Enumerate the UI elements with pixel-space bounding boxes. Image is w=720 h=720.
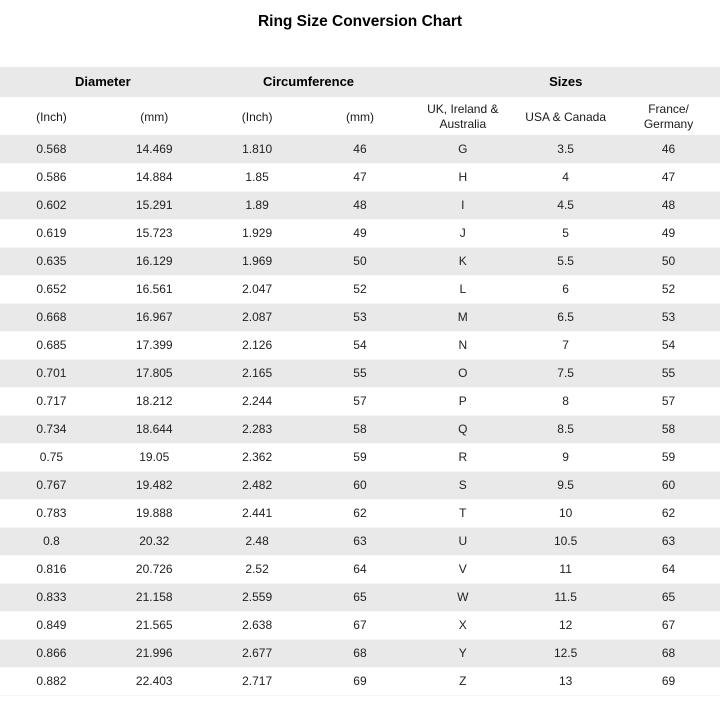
column-header-circumference-mm: (mm) xyxy=(309,98,412,135)
cell-size-france-germany: 53 xyxy=(617,303,720,331)
cell-circumference-mm: 50 xyxy=(309,247,412,275)
cell-size-france-germany: 52 xyxy=(617,275,720,303)
table-row xyxy=(0,667,720,695)
table-row xyxy=(0,555,720,583)
column-header-circumference-inch: (Inch) xyxy=(206,98,309,135)
cell-diameter-mm: 16.967 xyxy=(103,303,206,331)
cell-diameter-inch: 0.783 xyxy=(0,499,103,527)
cell-size-usa-canada: 11.5 xyxy=(514,583,617,611)
cell-diameter-inch: 0.668 xyxy=(0,303,103,331)
cell-circumference-inch: 1.969 xyxy=(206,247,309,275)
cell-size-usa-canada: 3.5 xyxy=(514,135,617,163)
column-header-size-france-germany: France/ Germany xyxy=(617,98,720,135)
cell-diameter-inch: 0.586 xyxy=(0,163,103,191)
cell-circumference-mm: 49 xyxy=(309,219,412,247)
cell-circumference-mm: 69 xyxy=(309,667,412,695)
cell-size-france-germany: 49 xyxy=(617,219,720,247)
cell-circumference-mm: 55 xyxy=(309,359,412,387)
column-header-size-uk-ireland-australia: UK, Ireland & Australia xyxy=(411,98,514,135)
cell-circumference-mm: 58 xyxy=(309,415,412,443)
cell-size-france-germany: 54 xyxy=(617,331,720,359)
cell-diameter-mm: 21.996 xyxy=(103,639,206,667)
cell-size-usa-canada: 9.5 xyxy=(514,471,617,499)
cell-circumference-mm: 68 xyxy=(309,639,412,667)
cell-diameter-inch: 0.849 xyxy=(0,611,103,639)
cell-size-france-germany: 63 xyxy=(617,527,720,555)
table-row xyxy=(0,639,720,667)
cell-size-france-germany: 50 xyxy=(617,247,720,275)
cell-size-uk-ireland-australia: U xyxy=(411,527,514,555)
cell-diameter-inch: 0.701 xyxy=(0,359,103,387)
cell-diameter-mm: 22.403 xyxy=(103,667,206,695)
column-header-size-usa-canada: USA & Canada xyxy=(514,98,617,135)
cell-diameter-mm: 18.644 xyxy=(103,415,206,443)
cell-size-uk-ireland-australia: K xyxy=(411,247,514,275)
cell-circumference-inch: 1.85 xyxy=(206,163,309,191)
cell-circumference-mm: 64 xyxy=(309,555,412,583)
cell-circumference-mm: 57 xyxy=(309,387,412,415)
cell-size-france-germany: 57 xyxy=(617,387,720,415)
cell-diameter-mm: 14.469 xyxy=(103,135,206,163)
cell-circumference-mm: 52 xyxy=(309,275,412,303)
cell-diameter-inch: 0.833 xyxy=(0,583,103,611)
cell-circumference-inch: 2.283 xyxy=(206,415,309,443)
cell-circumference-mm: 46 xyxy=(309,135,412,163)
ring-size-table xyxy=(0,67,720,696)
cell-diameter-inch: 0.602 xyxy=(0,191,103,219)
cell-size-usa-canada: 10.5 xyxy=(514,527,617,555)
cell-circumference-inch: 2.362 xyxy=(206,443,309,471)
cell-diameter-mm: 20.32 xyxy=(103,527,206,555)
page-title: Ring Size Conversion Chart xyxy=(257,13,463,30)
table-row xyxy=(0,331,720,359)
cell-circumference-inch: 2.441 xyxy=(206,499,309,527)
cell-size-uk-ireland-australia: J xyxy=(411,219,514,247)
cell-size-france-germany: 59 xyxy=(617,443,720,471)
cell-size-uk-ireland-australia: Q xyxy=(411,415,514,443)
table-body xyxy=(0,135,720,695)
cell-diameter-mm: 19.888 xyxy=(103,499,206,527)
cell-size-france-germany: 60 xyxy=(617,471,720,499)
cell-circumference-inch: 1.929 xyxy=(206,219,309,247)
cell-circumference-inch: 2.638 xyxy=(206,611,309,639)
cell-diameter-inch: 0.717 xyxy=(0,387,103,415)
cell-diameter-inch: 0.568 xyxy=(0,135,103,163)
cell-size-france-germany: 68 xyxy=(617,639,720,667)
cell-size-uk-ireland-australia: V xyxy=(411,555,514,583)
table-row xyxy=(0,527,720,555)
cell-circumference-inch: 2.48 xyxy=(206,527,309,555)
table-row xyxy=(0,191,720,219)
table-row xyxy=(0,303,720,331)
cell-circumference-mm: 47 xyxy=(309,163,412,191)
cell-size-usa-canada: 8 xyxy=(514,387,617,415)
cell-size-uk-ireland-australia: T xyxy=(411,499,514,527)
cell-diameter-inch: 0.619 xyxy=(0,219,103,247)
cell-size-uk-ireland-australia: P xyxy=(411,387,514,415)
table-row xyxy=(0,415,720,443)
group-header-sizes: Sizes xyxy=(411,67,720,98)
table-head xyxy=(0,67,720,135)
table-row xyxy=(0,387,720,415)
column-header-diameter-mm: (mm) xyxy=(103,98,206,135)
cell-diameter-inch: 0.685 xyxy=(0,331,103,359)
cell-size-uk-ireland-australia: L xyxy=(411,275,514,303)
cell-size-usa-canada: 9 xyxy=(514,443,617,471)
cell-circumference-mm: 67 xyxy=(309,611,412,639)
cell-size-france-germany: 48 xyxy=(617,191,720,219)
cell-circumference-inch: 2.52 xyxy=(206,555,309,583)
cell-size-usa-canada: 6.5 xyxy=(514,303,617,331)
cell-circumference-inch: 2.244 xyxy=(206,387,309,415)
table-row xyxy=(0,135,720,163)
cell-diameter-inch: 0.882 xyxy=(0,667,103,695)
cell-size-uk-ireland-australia: W xyxy=(411,583,514,611)
cell-diameter-inch: 0.8 xyxy=(0,527,103,555)
table-row xyxy=(0,443,720,471)
table-row xyxy=(0,583,720,611)
cell-diameter-inch: 0.635 xyxy=(0,247,103,275)
cell-size-usa-canada: 12 xyxy=(514,611,617,639)
cell-size-france-germany: 55 xyxy=(617,359,720,387)
cell-size-usa-canada: 4.5 xyxy=(514,191,617,219)
cell-size-usa-canada: 8.5 xyxy=(514,415,617,443)
cell-size-uk-ireland-australia: I xyxy=(411,191,514,219)
cell-size-usa-canada: 11 xyxy=(514,555,617,583)
table-row xyxy=(0,219,720,247)
cell-diameter-mm: 16.129 xyxy=(103,247,206,275)
cell-diameter-mm: 17.805 xyxy=(103,359,206,387)
cell-diameter-inch: 0.816 xyxy=(0,555,103,583)
table-row xyxy=(0,247,720,275)
cell-circumference-inch: 2.677 xyxy=(206,639,309,667)
cell-size-france-germany: 46 xyxy=(617,135,720,163)
cell-circumference-inch: 2.559 xyxy=(206,583,309,611)
cell-size-france-germany: 47 xyxy=(617,163,720,191)
cell-diameter-inch: 0.866 xyxy=(0,639,103,667)
group-header-diameter: Diameter xyxy=(0,67,206,98)
cell-circumference-mm: 65 xyxy=(309,583,412,611)
cell-circumference-mm: 54 xyxy=(309,331,412,359)
column-header-diameter-inch: (Inch) xyxy=(0,98,103,135)
cell-size-france-germany: 62 xyxy=(617,499,720,527)
cell-diameter-inch: 0.767 xyxy=(0,471,103,499)
cell-diameter-mm: 18.212 xyxy=(103,387,206,415)
cell-circumference-mm: 62 xyxy=(309,499,412,527)
cell-diameter-mm: 19.482 xyxy=(103,471,206,499)
table-row xyxy=(0,163,720,191)
table-row xyxy=(0,359,720,387)
cell-size-usa-canada: 13 xyxy=(514,667,617,695)
cell-size-uk-ireland-australia: S xyxy=(411,471,514,499)
cell-diameter-mm: 21.158 xyxy=(103,583,206,611)
cell-size-france-germany: 65 xyxy=(617,583,720,611)
cell-size-uk-ireland-australia: R xyxy=(411,443,514,471)
cell-size-uk-ireland-australia: Y xyxy=(411,639,514,667)
cell-size-uk-ireland-australia: G xyxy=(411,135,514,163)
cell-diameter-mm: 16.561 xyxy=(103,275,206,303)
sub-header-row xyxy=(0,98,720,135)
cell-diameter-mm: 15.291 xyxy=(103,191,206,219)
cell-diameter-mm: 20.726 xyxy=(103,555,206,583)
cell-size-uk-ireland-australia: M xyxy=(411,303,514,331)
cell-circumference-inch: 2.482 xyxy=(206,471,309,499)
cell-diameter-mm: 17.399 xyxy=(103,331,206,359)
table-row xyxy=(0,611,720,639)
cell-size-uk-ireland-australia: X xyxy=(411,611,514,639)
cell-size-usa-canada: 7 xyxy=(514,331,617,359)
table-row xyxy=(0,275,720,303)
cell-diameter-inch: 0.75 xyxy=(0,443,103,471)
cell-size-france-germany: 69 xyxy=(617,667,720,695)
cell-size-usa-canada: 5 xyxy=(514,219,617,247)
table-row xyxy=(0,499,720,527)
cell-circumference-inch: 2.087 xyxy=(206,303,309,331)
table-row xyxy=(0,471,720,499)
cell-size-usa-canada: 10 xyxy=(514,499,617,527)
cell-size-usa-canada: 7.5 xyxy=(514,359,617,387)
cell-size-uk-ireland-australia: O xyxy=(411,359,514,387)
cell-size-france-germany: 58 xyxy=(617,415,720,443)
cell-size-france-germany: 67 xyxy=(617,611,720,639)
cell-size-usa-canada: 5.5 xyxy=(514,247,617,275)
cell-size-uk-ireland-australia: H xyxy=(411,163,514,191)
cell-diameter-inch: 0.734 xyxy=(0,415,103,443)
cell-circumference-inch: 2.717 xyxy=(206,667,309,695)
cell-circumference-inch: 2.165 xyxy=(206,359,309,387)
group-header-circumference: Circumference xyxy=(206,67,412,98)
cell-diameter-mm: 15.723 xyxy=(103,219,206,247)
cell-diameter-mm: 21.565 xyxy=(103,611,206,639)
cell-diameter-mm: 14.884 xyxy=(103,163,206,191)
cell-circumference-inch: 1.810 xyxy=(206,135,309,163)
cell-circumference-inch: 2.047 xyxy=(206,275,309,303)
cell-circumference-mm: 48 xyxy=(309,191,412,219)
cell-circumference-mm: 53 xyxy=(309,303,412,331)
cell-diameter-inch: 0.652 xyxy=(0,275,103,303)
cell-size-usa-canada: 4 xyxy=(514,163,617,191)
cell-size-uk-ireland-australia: N xyxy=(411,331,514,359)
cell-circumference-mm: 59 xyxy=(309,443,412,471)
cell-circumference-inch: 2.126 xyxy=(206,331,309,359)
cell-diameter-mm: 19.05 xyxy=(103,443,206,471)
cell-circumference-mm: 60 xyxy=(309,471,412,499)
cell-size-usa-canada: 12.5 xyxy=(514,639,617,667)
cell-size-france-germany: 64 xyxy=(617,555,720,583)
group-header-row xyxy=(0,67,720,98)
cell-circumference-inch: 1.89 xyxy=(206,191,309,219)
cell-size-usa-canada: 6 xyxy=(514,275,617,303)
cell-circumference-mm: 63 xyxy=(309,527,412,555)
cell-size-uk-ireland-australia: Z xyxy=(411,667,514,695)
